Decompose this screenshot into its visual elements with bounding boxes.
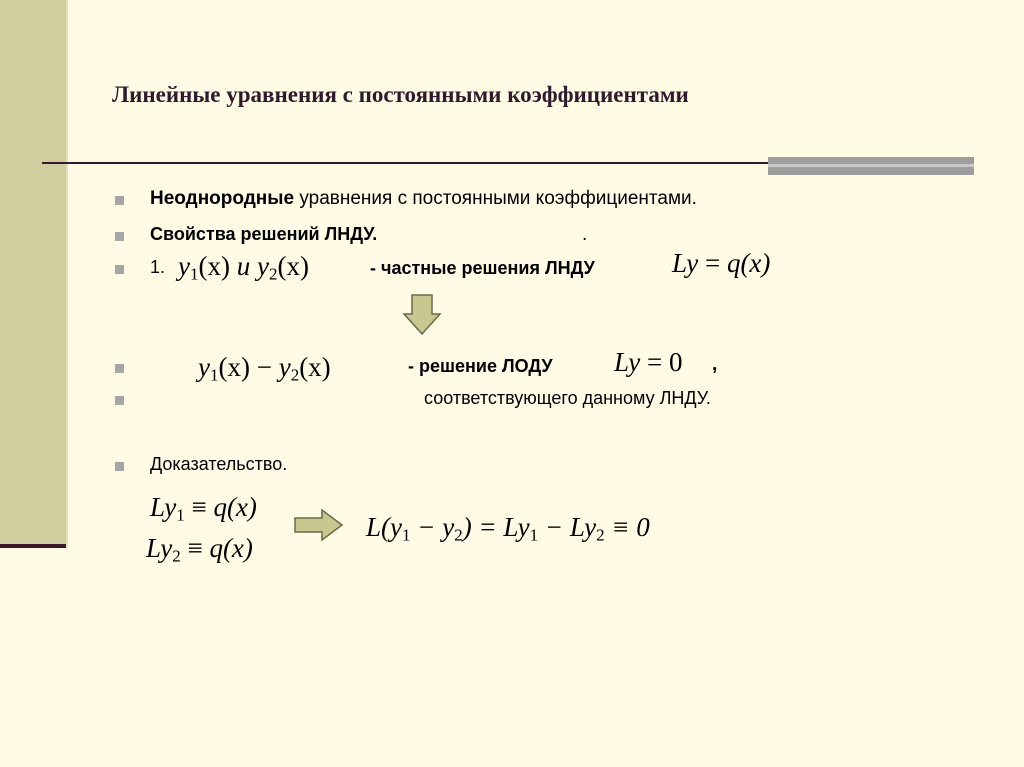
formula-subscript: 1 [209, 365, 219, 385]
bullet-marker [115, 265, 124, 274]
bullet-marker [115, 396, 124, 405]
formula-part: − [256, 352, 272, 382]
title-accent-bar [768, 157, 974, 175]
bullet-1-text: уравнения с постоянными коэффициентами. [299, 188, 697, 209]
bullet-marker [115, 462, 124, 471]
sidebar-edge [66, 0, 68, 548]
formula-subscript: 2 [172, 546, 181, 566]
formula-part: − y [410, 512, 455, 542]
formula-subscript: 1 [189, 264, 199, 284]
bullet-2: Свойства решений ЛНДУ. [150, 224, 378, 244]
formula-y1-and-y2 [178, 251, 309, 284]
formula-part: q(x) [213, 492, 257, 522]
bullet-5-text: соответствующего данному ЛНДУ. [424, 388, 711, 408]
bullet-marker [115, 364, 124, 373]
bullet-marker [115, 232, 124, 241]
formula-part: y [198, 352, 210, 382]
slide-title: Линейные уравнения с постоянными коэффициентами [112, 82, 689, 107]
formula-part: (x) [277, 251, 309, 281]
formula-part: y [278, 352, 291, 382]
formula-part: 0 [668, 347, 683, 377]
formula-part: ≡ [191, 492, 207, 522]
formula-part: (x) [218, 352, 250, 382]
formula-part: − Ly [538, 512, 597, 542]
bullet-1-bold: Неоднородные [150, 188, 295, 209]
sidebar-divider [0, 544, 66, 548]
bullet-3-number: 1. [150, 257, 166, 277]
formula-part: y [256, 251, 269, 281]
formula-part: q(x) [726, 248, 771, 278]
bullet-4-comma: , [712, 354, 718, 375]
formula-part: (x) [299, 352, 331, 382]
formula-part: и [236, 251, 251, 281]
bullet-4-text: - решение ЛОДУ [408, 356, 553, 376]
formula-part: ≡ 0 [604, 512, 650, 542]
formula-part: Ly [614, 347, 641, 377]
formula-ly1-ident-qx [150, 492, 257, 525]
formula-subscript: 1 [529, 525, 539, 545]
formula-y1-minus-y2 [198, 352, 331, 385]
formula-subscript: 2 [454, 525, 463, 545]
formula-proof-result [366, 512, 650, 545]
formula-subscript: 2 [596, 525, 605, 545]
arrow-down-icon [402, 294, 442, 336]
formula-subscript: 2 [290, 365, 300, 385]
formula-part: Ly [672, 248, 699, 278]
formula-ly-eq-0 [614, 347, 682, 378]
formula-ly2-ident-qx [146, 533, 253, 566]
formula-part: Ly [146, 533, 173, 563]
formula-part: Ly [150, 492, 177, 522]
formula-subscript: 1 [402, 525, 411, 545]
formula-part: ≡ [187, 533, 203, 563]
formula-part: L(y [366, 512, 402, 542]
sidebar-band [0, 0, 66, 545]
formula-part: ) = Ly [462, 512, 530, 542]
bullet-1 [150, 188, 697, 210]
formula-subscript: 1 [176, 505, 185, 525]
bullet-marker [115, 196, 124, 205]
arrow-right-icon [294, 508, 344, 542]
bullet-2-dot: . [582, 224, 588, 245]
formula-subscript: 2 [268, 264, 278, 284]
formula-part: y [178, 251, 190, 281]
formula-part: (x) [198, 251, 230, 281]
formula-ly-eq-qx [672, 248, 770, 279]
formula-part: q(x) [209, 533, 253, 563]
formula-part: = [646, 347, 663, 377]
bullet-3-text: - частные решения ЛНДУ [370, 258, 595, 278]
bullet-6-text: Доказательство. [150, 454, 288, 474]
formula-part: = [704, 248, 721, 278]
